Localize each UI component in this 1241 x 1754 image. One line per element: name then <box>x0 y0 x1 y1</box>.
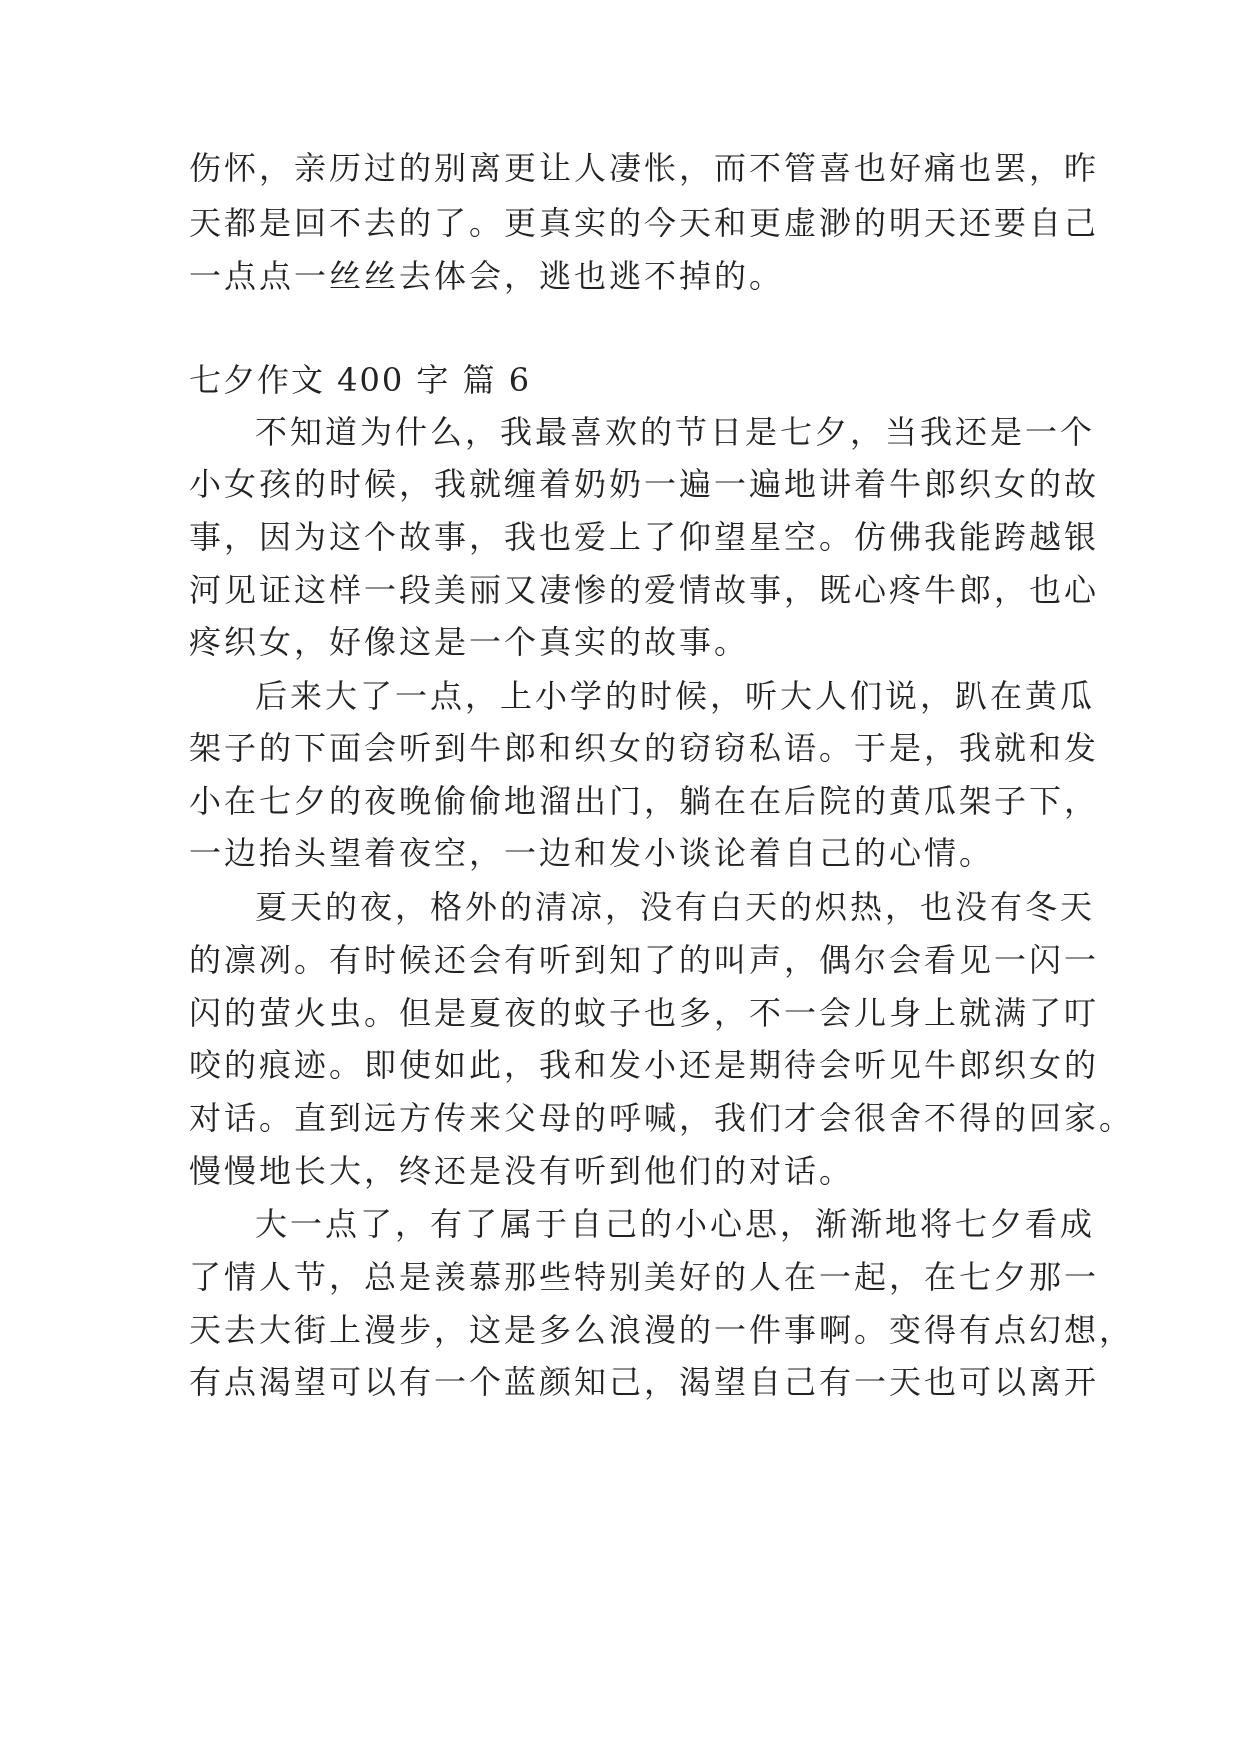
paragraph-line: 小女孩的时候，我就缠着奶奶一遍一遍地讲着牛郎织女的故 <box>189 465 1100 503</box>
paragraph-line: 咬的痕迹。即使如此，我和发小还是期待会听见牛郎织女的 <box>189 1046 1100 1084</box>
paragraph-line: 天都是回不去的了。更真实的今天和更虚渺的明天还要自己 <box>189 204 1100 242</box>
paragraph-line: 慢慢地长大，终还是没有听到他们的对话。 <box>189 1152 855 1190</box>
paragraph-line: 一边抬头望着夜空，一边和发小谈论着自己的心情。 <box>189 834 995 872</box>
paragraph-line: 天去大街上漫步，这是多么浪漫的一件事啊。变得有点幻想， <box>189 1311 1135 1349</box>
paragraph-line: 不知道为什么，我最喜欢的节日是七夕，当我还是一个 <box>255 413 1096 451</box>
paragraph-line: 疼织女，好像这是一个真实的故事。 <box>189 623 750 661</box>
paragraph-line: 事，因为这个故事，我也爱上了仰望星空。仿佛我能跨越银 <box>189 518 1100 556</box>
paragraph-line: 有点渴望可以有一个蓝颜知己，渴望自己有一天也可以离开 <box>189 1363 1100 1401</box>
paragraph-line: 伤怀，亲历过的别离更让人凄怅，而不管喜也好痛也罢，昨 <box>189 149 1100 187</box>
paragraph-line: 对话。直到远方传来父母的呼喊，我们才会很舍不得的回家。 <box>189 1099 1135 1137</box>
paragraph-line: 架子的下面会听到牛郎和织女的窃窃私语。于是，我就和发 <box>189 729 1100 767</box>
paragraph-line: 一点点一丝丝去体会，逃也逃不掉的。 <box>189 257 785 295</box>
paragraph-line: 后来大了一点，上小学的时候，听大人们说，趴在黄瓜 <box>255 677 1096 715</box>
paragraph-line: 河见证这样一段美丽又凄惨的爱情故事，既心疼牛郎，也心 <box>189 571 1100 609</box>
paragraph-line: 闪的萤火虫。但是夏夜的蚊子也多，不一会儿身上就满了叮 <box>189 994 1100 1032</box>
paragraph-line: 大一点了，有了属于自己的小心思，渐渐地将七夕看成 <box>255 1205 1096 1243</box>
paragraph-line: 夏天的夜，格外的清凉，没有白天的炽热，也没有冬天 <box>255 888 1096 926</box>
paragraph-line: 了情人节，总是羡慕那些特别美好的人在一起，在七夕那一 <box>189 1258 1100 1296</box>
paragraph-line: 的凛冽。有时候还会有听到知了的叫声，偶尔会看见一闪一 <box>189 941 1100 979</box>
section-title: 七夕作文 400 字 篇 6 <box>189 361 532 399</box>
paragraph-line: 小在七夕的夜晚偷偷地溜出门，躺在在后院的黄瓜架子下， <box>189 782 1100 820</box>
